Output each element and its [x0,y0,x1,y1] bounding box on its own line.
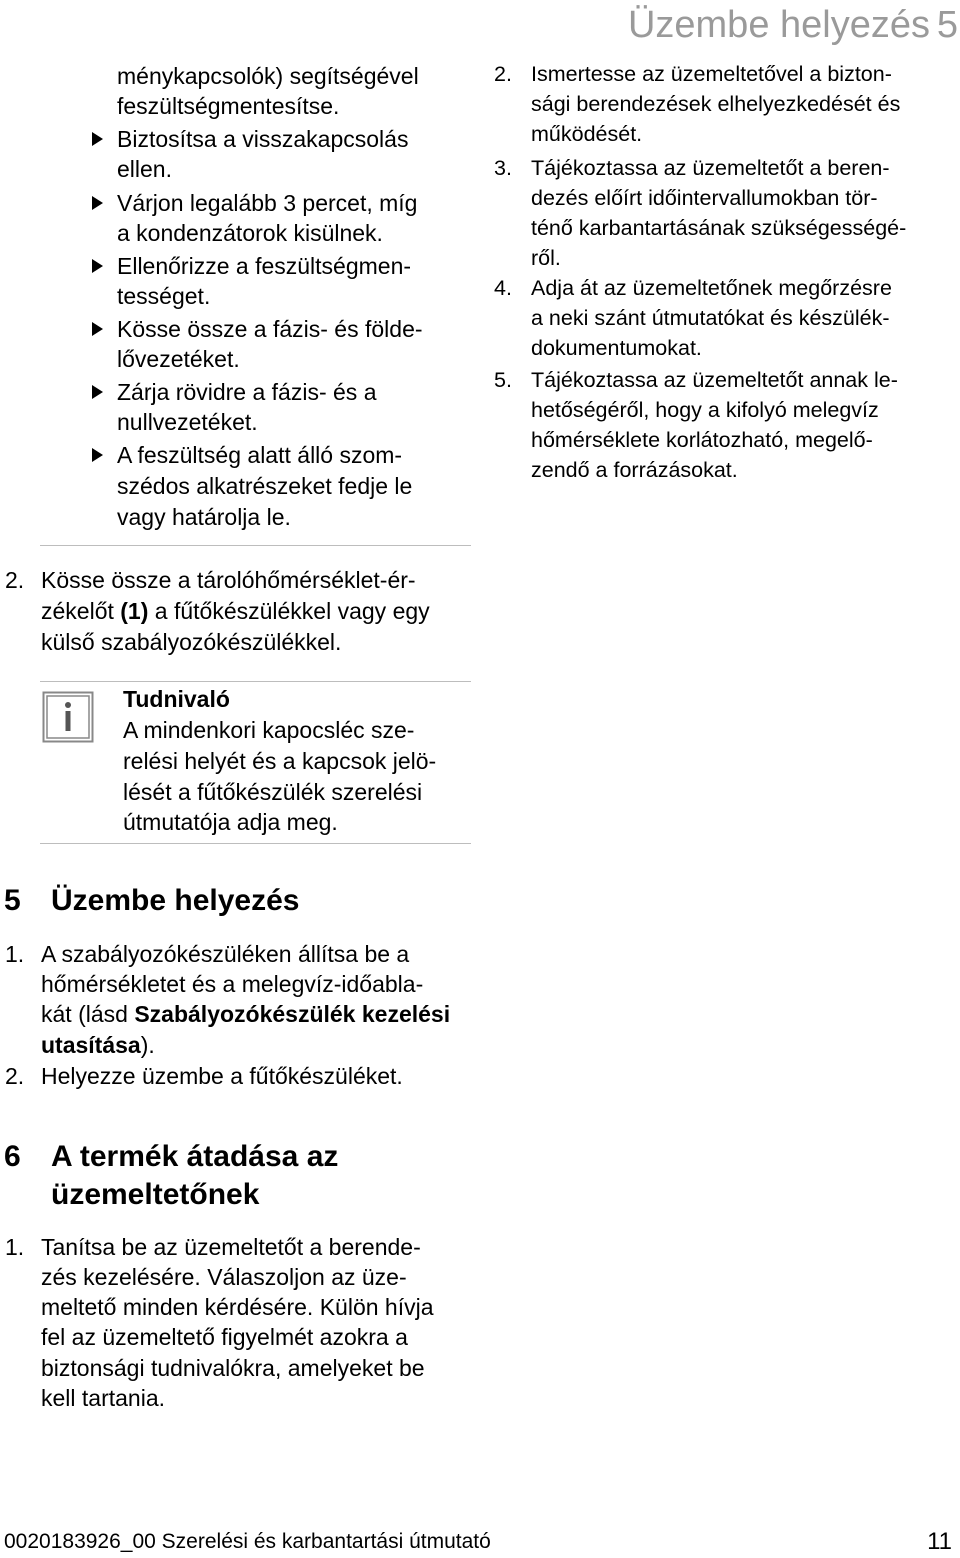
bullet-triangle-icon [92,196,103,210]
note-line: relési helyét és a kapcsok jelö- [123,748,437,774]
info-icon [42,691,94,743]
step-line: ről. [531,246,561,270]
step-number: 2. [5,1063,25,1089]
section-6-number: 6 [4,1140,21,1173]
step-line: Tájékoztassa az üzemeltetőt annak le- [531,368,898,392]
list-item-line: ellen. [117,156,172,182]
step-line: Adja át az üzemeltetőnek megőrzésre [531,276,892,300]
step-line: Tájékoztassa az üzemeltetőt a beren- [531,156,890,180]
step-line: hőmérséklete korlátozható, megelő- [531,428,873,452]
step-number: 2. [494,62,512,86]
document-reference: Szabályozókészülék kezelési [134,1001,451,1027]
step-line: Ismertesse az üzemeltetővel a bizton- [531,62,892,86]
step-line: ténő karbantartásának szükségességé- [531,216,907,240]
bullet-triangle-icon [92,448,103,462]
step-line [41,999,450,1029]
step-number: 5. [494,368,512,392]
list-item-line: Biztosítsa a visszakapcsolás [117,126,409,152]
step-text: kát (lásd [41,1001,135,1027]
step-line: külső szabályozókészülékkel. [41,629,342,655]
note-title: Tudnivaló [123,686,230,712]
continuation-line: ménykapcsolók) segítségével [117,63,419,89]
list-item-line: A feszültség alatt álló szom- [117,442,403,468]
step-number: 3. [494,156,512,180]
step-line: A szabályozókészüléken állítsa be a [41,941,410,967]
step-number: 1. [5,1234,25,1260]
step-line: dezés előírt időintervallumokban tör- [531,186,878,210]
step-line: Kösse össze a tárolóhőmérséklet-ér- [41,567,416,593]
footer-page-number: 11 [927,1528,952,1555]
list-item-line: tességet. [117,283,211,309]
list-item-line: Kösse össze a fázis- és földe- [117,316,423,342]
list-item-line: nullvezetéket. [117,409,258,435]
section-5-number: 5 [4,884,21,917]
list-item-line: lővezetéket. [117,346,240,372]
step-text: ). [140,1032,155,1058]
list-item-line: szédos alkatrészeket fedje le [117,473,413,499]
running-header-title: Üzembe helyezés [627,4,930,46]
step-number: 4. [494,276,512,300]
step-line: kell tartania. [41,1385,166,1411]
list-item-line: Várjon legalább 3 percet, míg [117,190,418,216]
note-line: lését a fűtőkészülék szerelési [123,779,423,805]
section-5-title: Üzembe helyezés [51,884,300,917]
bullet-triangle-icon [92,259,103,273]
step-line: zendő a forrázásokat. [531,458,738,482]
step-line: dokumentumokat. [531,336,702,360]
step-line: Helyezze üzembe a fűtőkészüléket. [41,1063,403,1089]
bullet-triangle-icon [92,322,103,336]
step-number: 2. [5,567,25,593]
step-line: hetőségéről, hogy a kifolyó melegvíz [531,398,879,422]
bullet-triangle-icon [92,132,103,146]
note-line: útmutatója adja meg. [123,809,338,835]
note-bottom-divider [40,843,471,844]
section-6-title: A termék átadása az [51,1140,339,1173]
step-line: meltető minden kérdésére. Külön hívja [41,1294,434,1320]
divider [40,545,471,546]
step-line: Tanítsa be az üzemeltetőt a berende- [41,1234,421,1260]
list-item-line: Zárja rövidre a fázis- és a [117,379,377,405]
step-line [41,1030,155,1060]
step-line: fel az üzemeltető figyelmét azokra a [41,1324,408,1350]
step-text: a fűtőkészülékkel vagy egy [148,598,430,624]
step-line: sági berendezések elhelyezkedését és [531,92,901,116]
continuation-line: feszültségmentesítse. [117,93,340,119]
step-number: 1. [5,941,25,967]
section-6-title: üzemeltetőnek [51,1178,260,1211]
list-item-line: a kondenzátorok kisülnek. [117,220,383,246]
note-top-divider [40,681,471,682]
note-line: A mindenkori kapocsléc sze- [123,717,415,743]
running-header-section-number: 5 [936,4,958,46]
list-item-line: vagy határolja le. [117,504,291,530]
list-item-line: Ellenőrizze a feszültségmen- [117,253,412,279]
step-line: hőmérsékletet és a melegvíz-időabla- [41,971,424,997]
step-line: biztonsági tudnivalókra, amelyeket be [41,1355,425,1381]
reference-number: (1) [120,598,149,624]
step-line: működését. [531,122,643,146]
step-line [41,596,430,626]
document-reference: utasítása [41,1032,141,1058]
step-text: zékelőt [41,598,121,624]
step-line: zés kezelésére. Válaszoljon az üze- [41,1264,407,1290]
step-line: a neki szánt útmutatókat és készülék- [531,306,890,330]
footer-document-id: 0020183926_00 Szerelési és karbantartási útmutató [4,1530,491,1553]
bullet-triangle-icon [92,385,103,399]
